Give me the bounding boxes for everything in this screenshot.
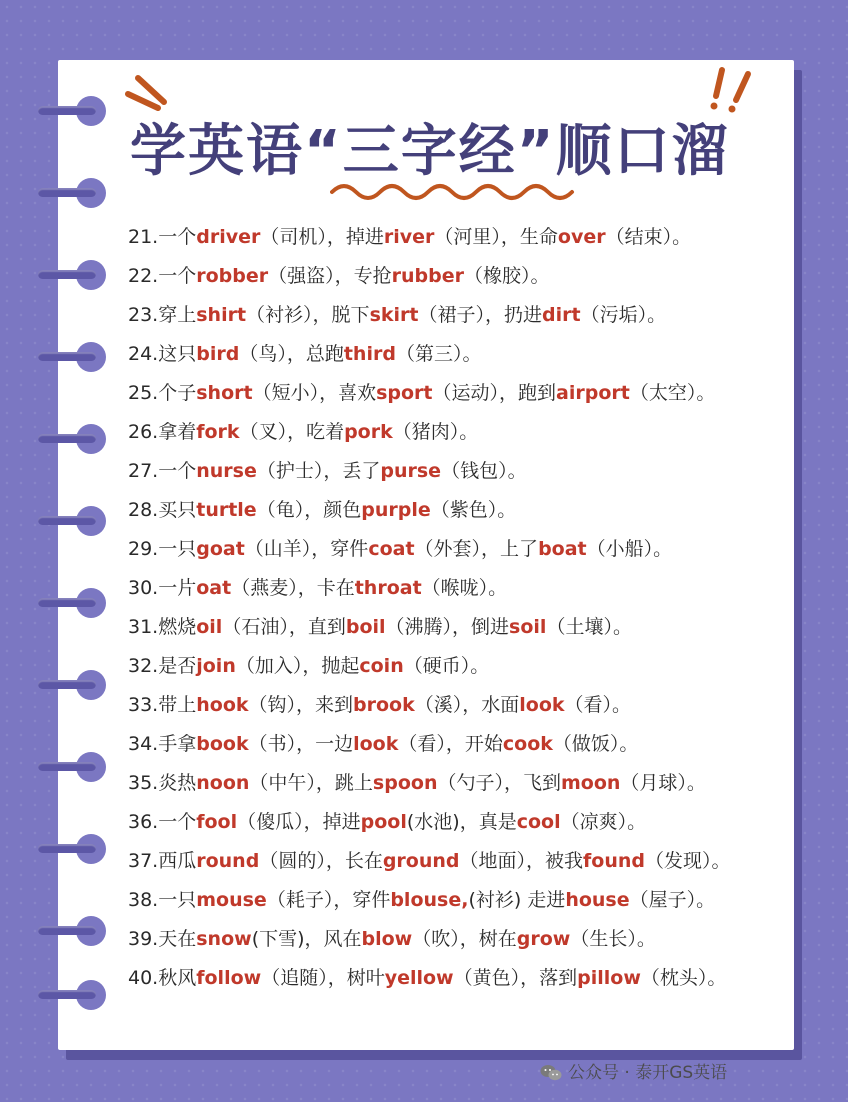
chinese-text: （中午），跳上	[249, 772, 373, 794]
english-word: airport	[556, 382, 630, 404]
chinese-text: （勺子），飞到	[437, 772, 561, 794]
rhyme-line	[128, 647, 788, 686]
chinese-text: （裙子），扔进	[418, 304, 542, 326]
chinese-text: (衬衫) 走进	[468, 889, 566, 911]
english-word: noon	[196, 772, 250, 794]
chinese-text: 这只	[158, 343, 197, 365]
binding-wire	[38, 434, 96, 443]
exclamation-marks-icon	[708, 66, 764, 116]
rhyme-line	[128, 530, 788, 569]
english-word: join	[196, 655, 236, 677]
english-word: fork	[196, 421, 240, 443]
english-word: skirt	[369, 304, 419, 326]
chinese-text: （耗子），穿件	[266, 889, 391, 911]
english-word: river	[383, 226, 435, 248]
chinese-text: （短小），喜欢	[252, 382, 377, 404]
chinese-text: 手拿	[158, 733, 197, 755]
english-word: oil	[196, 616, 223, 638]
rhyme-line	[128, 491, 788, 530]
line-number: 24.	[128, 343, 159, 365]
chinese-text: （橡胶）。	[464, 265, 550, 287]
line-number: 27.	[128, 460, 159, 482]
english-word: short	[196, 382, 253, 404]
accent-marks-left-icon	[124, 72, 174, 112]
line-number: 35.	[128, 772, 159, 794]
rhyme-line	[128, 920, 788, 959]
chinese-text: （猪肉）。	[392, 421, 479, 443]
binding-wire	[38, 680, 96, 689]
line-number: 30.	[128, 577, 159, 599]
english-word: throat	[354, 577, 422, 599]
chinese-text: 穿上	[158, 304, 197, 326]
chinese-text: （河里），生命	[434, 226, 558, 248]
english-word: boat	[538, 538, 587, 560]
rhyme-line	[128, 764, 788, 803]
english-word: ground	[382, 850, 460, 872]
chinese-text: （凉爽）。	[560, 811, 647, 833]
chinese-text: 个子	[158, 382, 197, 404]
english-word: cook	[502, 733, 553, 755]
chinese-text: （污垢）。	[580, 304, 667, 326]
english-word: blouse,	[390, 889, 469, 911]
binding-wire	[38, 598, 96, 607]
line-number: 31.	[128, 616, 159, 638]
chinese-text: （护士），丢了	[256, 460, 381, 482]
chinese-text: (下雪)，风在	[251, 928, 362, 950]
page-title: 学英语“三字经”顺口溜	[130, 119, 730, 184]
english-word: pillow	[577, 967, 641, 989]
chinese-text: （吹），树在	[412, 928, 517, 950]
binding-wire	[38, 516, 96, 525]
chinese-text: （运动），跑到	[432, 382, 557, 404]
english-word: shirt	[196, 304, 247, 326]
chinese-text: （第三）。	[395, 343, 482, 365]
english-word: cool	[516, 811, 561, 833]
chinese-text: （司机），掉进	[260, 226, 384, 248]
chinese-text: （石油），直到	[222, 616, 346, 638]
rhyme-line	[128, 686, 788, 725]
chinese-text: （溪），水面	[414, 694, 520, 716]
chinese-text: （圆的），长在	[259, 850, 383, 872]
binding-wire	[38, 762, 96, 771]
rhyme-list	[128, 218, 788, 998]
chinese-text: 一片	[158, 577, 197, 599]
english-word: house	[565, 889, 630, 911]
chinese-text: （钩），来到	[248, 694, 354, 716]
wechat-icon	[540, 1064, 562, 1082]
chinese-text: （太空）。	[629, 382, 716, 404]
line-number: 25.	[128, 382, 159, 404]
chinese-text: （书），一边	[248, 733, 354, 755]
rhyme-line	[128, 296, 788, 335]
english-word: purse	[380, 460, 442, 482]
binding-wire	[38, 188, 96, 197]
line-number: 39.	[128, 928, 159, 950]
chinese-text: 秋风	[158, 967, 197, 989]
chinese-text: （傻瓜），掉进	[237, 811, 361, 833]
english-word: coat	[368, 538, 415, 560]
chinese-text: （喉咙）。	[421, 577, 508, 599]
binding-wire	[38, 926, 96, 935]
chinese-text: 一只	[158, 889, 197, 911]
chinese-text: 是否	[158, 655, 197, 677]
chinese-text: （黄色），落到	[453, 967, 578, 989]
chinese-text: 买只	[158, 499, 197, 521]
chinese-text: （硬币）。	[403, 655, 490, 677]
english-word: coin	[359, 655, 404, 677]
chinese-text: （鸟），总跑	[239, 343, 344, 365]
chinese-text: 带上	[158, 694, 197, 716]
chinese-text: 燃烧	[158, 616, 197, 638]
chinese-text: 一只	[158, 538, 197, 560]
binding-wire	[38, 990, 96, 999]
rhyme-line	[128, 725, 788, 764]
chinese-text: 天在	[158, 928, 197, 950]
english-word: driver	[196, 226, 261, 248]
chinese-text: （月球）。	[620, 772, 706, 794]
english-word: pool	[360, 811, 407, 833]
chinese-text: （枕头）。	[640, 967, 727, 989]
rhyme-line	[128, 608, 788, 647]
english-word: dirt	[542, 304, 581, 326]
english-word: pork	[344, 421, 393, 443]
english-word: soil	[509, 616, 547, 638]
chinese-text: （发现）。	[645, 850, 731, 872]
chinese-text: （沸腾），倒进	[385, 616, 510, 638]
english-word: fool	[196, 811, 238, 833]
chinese-text: （紫色）。	[430, 499, 517, 521]
rhyme-line	[128, 842, 788, 881]
chinese-text: 炎热	[158, 772, 197, 794]
chinese-text: （外套），上了	[414, 538, 539, 560]
english-word: sport	[376, 382, 433, 404]
chinese-text: （强盗），专抢	[268, 265, 392, 287]
chinese-text: 拿着	[158, 421, 197, 443]
chinese-text: （钱包）。	[441, 460, 527, 482]
footer-text: 公众号 · 泰开GS英语	[568, 1063, 728, 1083]
chinese-text: （做饭）。	[552, 733, 639, 755]
chinese-text: 一个	[158, 265, 197, 287]
line-number: 28.	[128, 499, 159, 521]
english-word: goat	[196, 538, 245, 560]
chinese-text: （屋子）。	[629, 889, 716, 911]
english-word: moon	[560, 772, 621, 794]
chinese-text: (水池)，真是	[406, 811, 517, 833]
english-word: yellow	[384, 967, 454, 989]
english-word: look	[353, 733, 399, 755]
english-word: found	[583, 850, 646, 872]
line-number: 21.	[128, 226, 159, 248]
english-word: brook	[353, 694, 415, 716]
wavy-underline-icon	[330, 180, 580, 202]
english-word: grow	[516, 928, 571, 950]
english-word: boil	[345, 616, 386, 638]
rhyme-line	[128, 803, 788, 842]
chinese-text: （龟），颜色	[256, 499, 362, 521]
line-number: 22.	[128, 265, 159, 287]
chinese-text: （追随），树叶	[261, 967, 385, 989]
line-number: 38.	[128, 889, 159, 911]
chinese-text: （看）。	[564, 694, 632, 716]
rhyme-line	[128, 569, 788, 608]
chinese-text: （山羊），穿件	[244, 538, 369, 560]
chinese-text: （土壤）。	[546, 616, 632, 638]
line-number: 36.	[128, 811, 159, 833]
chinese-text: 一个	[158, 460, 197, 482]
english-word: third	[343, 343, 396, 365]
chinese-text: （看），开始	[398, 733, 503, 755]
english-word: turtle	[196, 499, 257, 521]
english-word: purple	[361, 499, 431, 521]
line-number: 33.	[128, 694, 159, 716]
chinese-text: （小船）。	[586, 538, 673, 560]
line-number: 32.	[128, 655, 159, 677]
english-word: spoon	[372, 772, 438, 794]
rhyme-line	[128, 413, 788, 452]
english-word: snow	[196, 928, 252, 950]
rhyme-line	[128, 335, 788, 374]
chinese-text: （燕麦），卡在	[231, 577, 355, 599]
english-word: hook	[196, 694, 249, 716]
chinese-text: 西瓜	[158, 850, 197, 872]
english-word: mouse	[196, 889, 267, 911]
rhyme-line	[128, 881, 788, 920]
line-number: 29.	[128, 538, 159, 560]
english-word: over	[557, 226, 606, 248]
chinese-text: 一个	[158, 226, 197, 248]
line-number: 40.	[128, 967, 159, 989]
binding-wire	[38, 270, 96, 279]
rhyme-line	[128, 218, 788, 257]
english-word: robber	[196, 265, 269, 287]
chinese-text: （加入），抛起	[235, 655, 360, 677]
english-word: round	[196, 850, 260, 872]
english-word: nurse	[196, 460, 257, 482]
footer-watermark	[540, 1058, 727, 1088]
rhyme-line	[128, 257, 788, 296]
line-number: 37.	[128, 850, 159, 872]
chinese-text: （叉），吃着	[239, 421, 345, 443]
line-number: 34.	[128, 733, 159, 755]
chinese-text: （生长）。	[570, 928, 656, 950]
binding-wire	[38, 106, 96, 115]
english-word: rubber	[391, 265, 464, 287]
rhyme-line	[128, 959, 788, 998]
english-word: book	[196, 733, 249, 755]
chinese-text: （结束）。	[605, 226, 692, 248]
english-word: follow	[196, 967, 262, 989]
chinese-text: （衬衫），脱下	[246, 304, 370, 326]
english-word: oat	[196, 577, 232, 599]
line-number: 26.	[128, 421, 159, 443]
rhyme-line	[128, 374, 788, 413]
binding-wire	[38, 352, 96, 361]
binding-wire	[38, 844, 96, 853]
rhyme-line	[128, 452, 788, 491]
english-word: look	[519, 694, 565, 716]
line-number: 23.	[128, 304, 159, 326]
english-word: bird	[196, 343, 240, 365]
chinese-text: （地面），被我	[459, 850, 584, 872]
chinese-text: 一个	[158, 811, 197, 833]
english-word: blow	[361, 928, 413, 950]
